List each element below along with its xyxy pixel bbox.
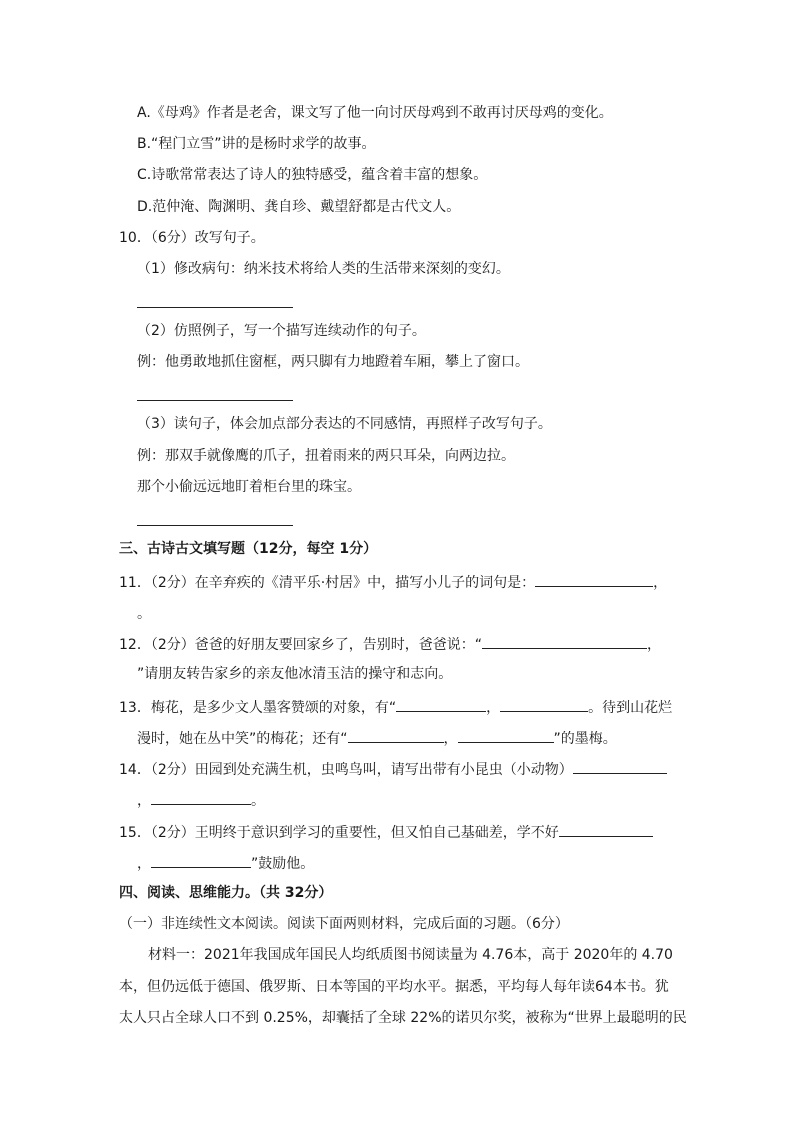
option-d: D.范仲淹、陶渊明、龚自珍、戴望舒都是古代文人。 [137,199,461,215]
q10-answer-line-2[interactable] [137,400,293,401]
q13-text: 13．梅花，是多少文人墨客赞颂的对象，有“ [119,700,397,716]
q15-text: 15．（2分）王明终于意识到学习的重要性，但又怕自己基础差，学不好 [119,825,559,841]
q10-part2: （2）仿照例子，写一个描写连续动作的句子。 [137,323,426,339]
section3-heading: 三、古诗古文填写题（12分，每空 1分） [119,541,378,557]
material1-line1: 材料一：2021年我国成年国民人均纸质图书阅读量为 4.76本，高于 2020年的 4.70 [148,947,673,963]
material1-line2: 本，但仍远低于德国、俄罗斯、日本等国的平均水平。据悉，平均每人每年读64本书。犹 [119,979,669,995]
q10-part3-sentence: 那个小偷远远地盯着柜台里的珠宝。 [137,479,361,495]
q12-line2: ”请朋友转告家乡的亲友他冰清玉洁的操守和志向。 [137,666,453,682]
q12-text: 12．（2分）爸爸的好朋友要回家乡了，告别时，爸爸说：“ [119,637,482,653]
q13-blank-4[interactable] [458,727,554,743]
q11-line2 [137,602,151,622]
q14-text: 14．（2分）田园到处充满生机，虫鸣鸟叫，请写出带有小昆虫（小动物） [119,762,573,778]
q14 [119,758,667,778]
material1-line3: 太人只占全球人口不到 0.25%，却囊括了全球 22%的诺贝尔奖，被称为“世界上最聪明的民 [119,1010,687,1026]
q14-blank-1[interactable] [573,758,667,774]
q12-comma: ， [646,637,661,653]
q14-end: 。 [251,793,265,809]
section4-heading: 四、阅读、思维能力。（共 32分） [119,885,333,901]
q13-blank-1[interactable] [396,696,486,712]
q15-comma: ， [137,856,151,872]
q10-part1: （1）修改病句：纳米技术将给人类的生活带来深刻的变幻。 [137,261,510,277]
q14-blank-2[interactable] [151,789,251,805]
q10-part3-example: 例：那双手就像鹰的爪子，扭着雨来的两只耳朵，向两边拉。 [137,448,515,464]
q12 [119,633,661,653]
q15-end: ”鼓励他。 [251,856,315,872]
q12-blank-1[interactable] [482,633,647,649]
option-a: A.《母鸡》作者是老舍，课文写了他一向讨厌母鸡到不敢再讨厌母鸡的变化。 [137,105,613,121]
q13-blank-3[interactable] [348,727,444,743]
q10-title: 10．（6分）改写句子。 [119,230,265,246]
q13-comma-2: ， [443,731,458,747]
q14-comma: ， [137,793,151,809]
q11-comma: ， [653,575,668,591]
q13-text-2: 漫时，她在丛中笑”的梅花；还有“ [137,731,348,747]
q11-end: 。 [137,606,151,622]
q13 [119,696,672,716]
q13-end: ”的墨梅。 [553,731,617,747]
q10-part3: （3）读句子，体会加点部分表达的不同感情，再照样子改写句子。 [137,416,552,432]
q13-comma-1: ， [486,700,501,716]
q14-line2 [137,789,265,809]
q15-blank-1[interactable] [559,821,653,837]
q13-blank-2[interactable] [500,696,588,712]
q11-blank-1[interactable] [535,571,653,587]
q11 [119,571,667,591]
option-c: C.诗歌常常表达了诗人的独特感受，蕴含着丰富的想象。 [137,167,488,183]
option-b: B.“程门立雪”讲的是杨时求学的故事。 [137,136,376,152]
q13-line2 [137,727,617,747]
q15 [119,821,653,841]
section4-sub1: （一）非连续性文本阅读。阅读下面两则材料，完成后面的习题。（6分） [119,916,569,932]
q13-text-end: 。待到山花烂 [588,700,673,716]
q10-answer-line-3[interactable] [137,525,293,526]
q15-blank-2[interactable] [151,852,251,868]
q15-line2 [137,852,314,872]
q10-part2-example: 例：他勇敢地抓住窗框，两只脚有力地蹬着车厢，攀上了窗口。 [137,354,529,370]
q10-answer-line-1[interactable] [137,307,293,308]
q11-text: 11．（2分）在辛弃疾的《清平乐·村居》中，描写小儿子的词句是： [119,575,536,591]
